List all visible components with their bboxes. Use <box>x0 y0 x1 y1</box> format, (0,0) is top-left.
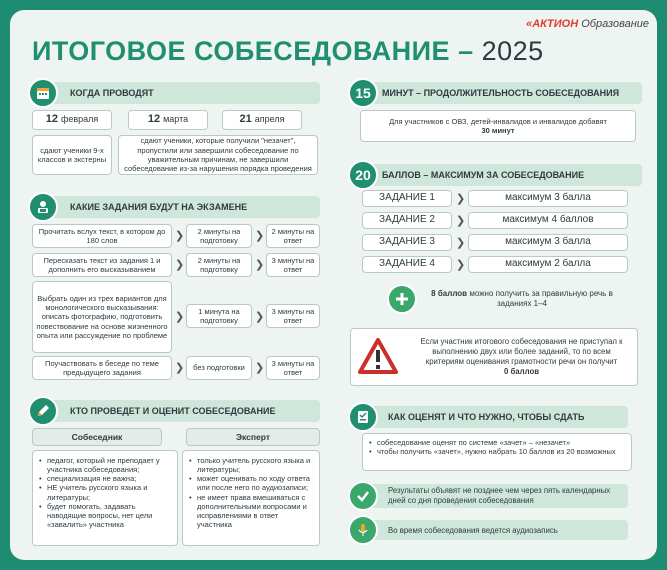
brand-logo: «АКТИОН Образование <box>526 18 649 30</box>
grading-header: КАК ОЦЕНЯТ И ЧТО НУЖНО, ЧТОБЫ СДАТЬ <box>352 406 628 428</box>
when-note-left: сдают ученики 9-х классов и экстерны <box>32 135 112 175</box>
expert-list <box>182 450 320 546</box>
task-2-answer: 3 минуты на ответ <box>266 253 320 277</box>
tasks-header: КАКИЕ ЗАДАНИЯ БУДУТ НА ЭКЗАМЕНЕ <box>32 196 320 218</box>
year: 2025 <box>481 36 544 66</box>
date-2: 12 марта <box>128 110 208 130</box>
grading-list <box>362 433 632 471</box>
arrow-icon: ❯ <box>456 215 466 227</box>
points-max-2: максимум 4 баллов <box>468 212 628 229</box>
points-max-3: максимум 3 балла <box>468 234 628 251</box>
date-3: 21 апреля <box>222 110 302 130</box>
student-icon <box>28 192 58 222</box>
warning-box: Если участник итогового собеседования не приступал к выполнению двух или более заданий, то по всем критериям оценивания грамотности речи он получит 0 баллов <box>350 328 638 386</box>
page-title: ИТОГОВОЕ СОБЕСЕДОВАНИЕ – 2025 <box>32 36 544 66</box>
arrow-icon: ❯ <box>255 311 265 323</box>
arrow-icon: ❯ <box>255 362 265 374</box>
checkmark-icon <box>348 481 378 511</box>
audio-bar: Во время собеседования ведется аудиозапись <box>352 520 628 540</box>
points-max-1: максимум 3 балла <box>468 190 628 207</box>
arrow-icon: ❯ <box>255 259 265 271</box>
points-task-3: ЗАДАНИЕ 3 <box>362 234 452 251</box>
arrow-icon: ❯ <box>456 193 466 205</box>
list-item: • педагог, который не преподает у участника собеседования; <box>39 456 171 474</box>
points-task-1: ЗАДАНИЕ 1 <box>362 190 452 207</box>
task-4-description: Поучаствовать в беседе по теме предыдущего задания <box>32 356 172 380</box>
duration-note: Для участников с ОВЗ, детей-инвалидов и инвалидов добавят 30 минут <box>360 110 636 142</box>
list-item: • будет помогать, задавать наводящие вопросы, нет цели «завалить» участника <box>39 502 171 529</box>
arrow-icon: ❯ <box>456 237 466 249</box>
arrow-icon: ❯ <box>175 230 185 242</box>
task-4-prep: без подготовки <box>186 356 252 380</box>
duration-number: 15 <box>348 78 378 108</box>
arrow-icon: ❯ <box>456 259 466 271</box>
task-3-answer: 3 минуты на ответ <box>266 304 320 328</box>
expert-label: Эксперт <box>186 428 320 446</box>
interviewer-label: Собеседник <box>32 428 162 446</box>
warning-icon <box>358 338 398 379</box>
arrow-icon: ❯ <box>175 362 185 374</box>
task-2-description: Пересказать текст из задания 1 и дополнить его высказыванием <box>32 253 172 277</box>
task-1-prep: 2 минуты на подготовку <box>186 224 252 248</box>
arrow-icon: ❯ <box>175 311 185 323</box>
list-item: • чтобы получить «зачет», нужно набрать 10 баллов из 20 возможных <box>369 447 625 456</box>
interviewer-list <box>32 450 178 546</box>
task-1-answer: 2 минуты на ответ <box>266 224 320 248</box>
task-3-prep: 1 минута на подготовку <box>186 304 252 328</box>
task-1-description: Прочитать вслух текст, в котором до 180 слов <box>32 224 172 248</box>
list-item: • не имеет права вмешиваться с дополнительными вопросами и исправлениями в ответ участника <box>189 493 313 530</box>
results-bar: Результаты объявят не позднее чем через пять календарных дней со дня проведения собеседования <box>352 484 628 508</box>
pencil-icon <box>28 396 58 426</box>
task-4-answer: 3 минуты на ответ <box>266 356 320 380</box>
duration-header: МИНУТ – ПРОДОЛЖИТЕЛЬНОСТЬ СОБЕСЕДОВАНИЯ <box>352 82 642 104</box>
list-item: • собеседование оценят по системе «зачет» – «незачет» <box>369 438 625 447</box>
speech-points: 8 баллов можно получить за правильную речь в заданиях 1–4 <box>431 289 613 309</box>
who-header: КТО ПРОВЕДЕТ И ОЦЕНИТ СОБЕСЕДОВАНИЕ <box>32 400 320 422</box>
when-header: КОГДА ПРОВОДЯТ <box>32 82 320 104</box>
date-1: 12 февраля <box>32 110 112 130</box>
plus-icon <box>387 284 417 314</box>
points-number: 20 <box>348 160 378 190</box>
list-item: • специализация не важна; <box>39 474 171 483</box>
checklist-icon <box>348 402 378 432</box>
arrow-icon: ❯ <box>175 259 185 271</box>
arrow-icon: ❯ <box>255 230 265 242</box>
points-task-4: ЗАДАНИЕ 4 <box>362 256 452 273</box>
task-2-prep: 2 минуты на подготовку <box>186 253 252 277</box>
points-task-2: ЗАДАНИЕ 2 <box>362 212 452 229</box>
infographic <box>10 10 657 560</box>
points-header: БАЛЛОВ – МАКСИМУМ ЗА СОБЕСЕДОВАНИЕ <box>352 164 642 186</box>
task-3-description: Выбрать один из трех вариантов для монологического высказывания: описать фотографию, подготовить повествование на основе жизненного опыта или рассуждение по проблеме <box>32 281 172 353</box>
list-item: • может оценивать по ходу ответа или после него по аудиозаписи; <box>189 474 313 492</box>
when-note-right: сдают ученики, которые получили "незачет", пропустили или завершили собеседование по уважительным причинам, не завершили собеседование из-за нарушения порядка проведения <box>118 135 318 175</box>
list-item: • НЕ учитель русского языка и литературы; <box>39 483 171 501</box>
microphone-icon <box>348 515 378 545</box>
points-max-4: максимум 2 балла <box>468 256 628 273</box>
calendar-icon <box>28 78 58 108</box>
list-item: • только учитель русского языка и литературы; <box>189 456 313 474</box>
